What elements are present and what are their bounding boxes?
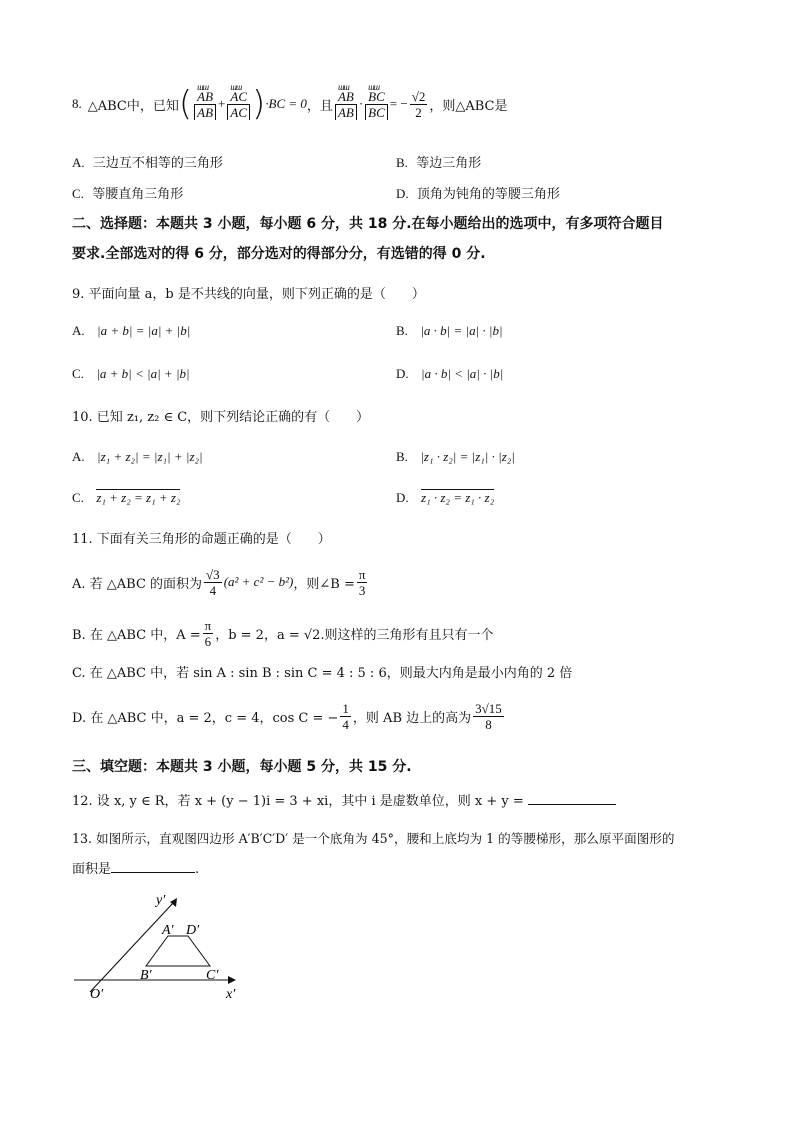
q11-option-b[interactable]: B. 在 △ABC 中，A = $\frac{\pi}{6}$ ，b = 2，a = √2.则这样的三角形有且只有一个 xyxy=(72,617,494,649)
label-a: A′ xyxy=(162,923,174,938)
q8-frac-bc: ɯɯ $\frac{BC}{BC}$ xyxy=(365,89,388,120)
q8-dot-bc: ·BC = 0 xyxy=(265,96,307,111)
q8-option-d[interactable]: D. 顶角为钝角的等腰三角形 xyxy=(396,186,560,202)
q8-and: ，且 xyxy=(306,98,333,114)
q9-option-d[interactable]: D. |a · b| < |a| · |b| xyxy=(396,366,504,381)
q13-answer-blank[interactable] xyxy=(111,860,195,873)
q8-frac-ab2: ɯɯ $\frac{AB}{AB}$ xyxy=(335,89,357,120)
q13-line2: 面积是 . xyxy=(72,862,200,877)
x-axis-arrow-icon xyxy=(228,976,236,984)
q10-stem: 10. 已知 z₁, z₂ ∈ C，则下列结论正确的有（ ） xyxy=(72,410,370,425)
q11-option-c[interactable]: C. 在 △ABC 中，若 sin A : sin B : sin C = 4 : 5 : 6，则最大内角是最小内角的 2 倍 xyxy=(72,666,573,681)
section2-heading-line2: 要求.全部选对的得 6 分，部分选对的得部分分，有选错的得 0 分. xyxy=(72,246,486,262)
q8-stem: 8. △ABC中，已知 ( ɯɯ $\frac{AB}{AB}$ + ɯɯ $\frac{AC}{AC}$ ) ·BC = 0 ，且 ɯɯ $\frac{AB}{AB}$ · ɯɯ $\frac{BC}{BC}$ = − $\frac{√2}{2}$ ，则△ABC是 xyxy=(72,84,508,124)
q8-option-b[interactable]: B. 等边三角形 xyxy=(396,155,482,171)
q10-option-a[interactable]: A. |z₁ + z₂| = |z₁| + |z₂| xyxy=(72,449,203,464)
section2-heading-line1: 二、选择题：本题共 3 小题，每小题 6 分，共 18 分.在每小题给出的选项中，有多项符合题目 xyxy=(72,216,664,232)
y-axis xyxy=(90,902,174,992)
q10-option-c[interactable]: C. z₁ + z₂ = z₁ + z₂ xyxy=(72,490,181,505)
label-d: D′ xyxy=(186,923,200,938)
q8-lead: △ABC中，已知 xyxy=(87,98,179,114)
q12-stem: 12. 设 x, y ∈ R，若 x + (y − 1)i = 3 + xi，其中 i 是虚数单位，则 x + y = xyxy=(72,790,616,809)
q8-frac-ab: ɯɯ $\frac{AB}{AB}$ xyxy=(194,89,216,120)
q9-option-a[interactable]: A. |a + b| = |a| + |b| xyxy=(72,323,191,338)
q10-option-b[interactable]: B. |z₁ · z₂| = |z₁| · |z₂| xyxy=(396,449,515,464)
q8-left-paren: ( xyxy=(178,84,193,124)
q13-line1: 13. 如图所示，直观图四边形 A′B′C′D′ 是一个底角为 45°，腰和上底均为 1 的等腰梯形，那么原平面图形的 xyxy=(72,831,675,846)
q11-option-d[interactable]: D. 在 △ABC 中，a = 2，c = 4，cos C = − $\frac{1}{4}$ ，则 AB 边上的高为 $\frac{3√15}{8}$ xyxy=(72,700,502,732)
label-b: B′ xyxy=(140,968,152,983)
q8-tail: ，则△ABC是 xyxy=(429,98,508,114)
q8-option-a[interactable]: A. 三边互不相等的三角形 xyxy=(72,155,223,171)
label-x: x′ xyxy=(226,987,236,1002)
q8-frac-sqrt2: $\frac{√2}{2}$ xyxy=(411,88,426,120)
section3-heading: 三、填空题：本题共 3 小题，每小题 5 分，共 15 分. xyxy=(72,759,412,775)
q9-stem: 9. 平面向量 a，b 是不共线的向量，则下列正确的是（ ） xyxy=(72,287,425,302)
q9-option-c[interactable]: C. |a + b| < |a| + |b| xyxy=(72,366,190,381)
q8-number: 8. xyxy=(72,96,82,111)
q9-option-b[interactable]: B. |a · b| = |a| · |b| xyxy=(396,323,503,338)
q11-option-a[interactable]: A. 若 △ABC 的面积为 $\frac{√3}{4}$ (a² + c² − b²) ，则∠B = $\frac{\pi}{3}$ xyxy=(72,566,366,598)
q8-frac-ac: ɯɯ $\frac{AC}{AC}$ xyxy=(227,89,250,120)
label-y: y′ xyxy=(156,893,166,908)
q10-option-d[interactable]: D. z₁ · z₂ = z₁ · z₂ xyxy=(396,490,495,505)
label-c: C′ xyxy=(206,968,219,983)
q11-stem: 11. 下面有关三角形的命题正确的是（ ） xyxy=(72,532,331,547)
q8-right-paren: ) xyxy=(252,84,266,124)
q8-option-c[interactable]: C. 等腰直角三角形 xyxy=(72,186,184,202)
q12-answer-blank[interactable] xyxy=(528,792,616,805)
trapezoid-figure xyxy=(60,888,260,1008)
trapezoid-shape xyxy=(146,936,210,966)
q8-rhs: = − xyxy=(389,96,408,111)
label-o: O′ xyxy=(90,987,104,1002)
